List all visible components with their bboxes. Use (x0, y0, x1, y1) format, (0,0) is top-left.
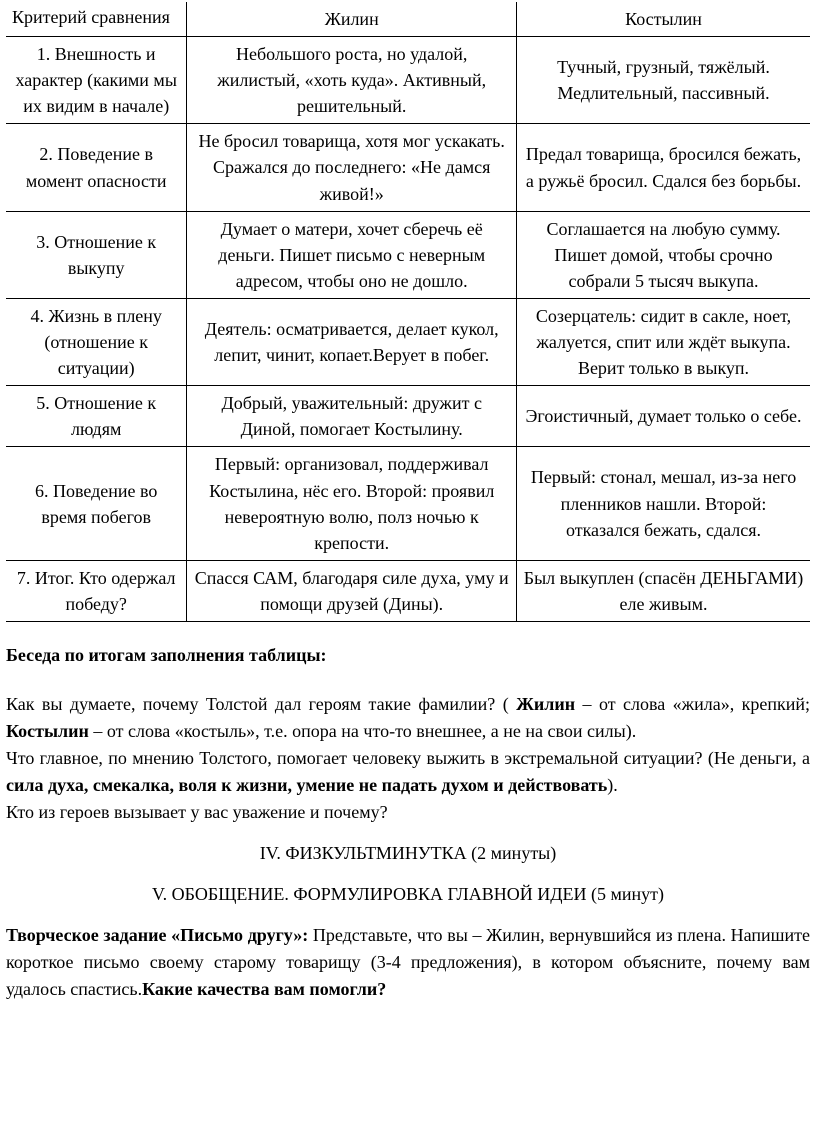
column-header-zhilin: Жилин (187, 2, 517, 37)
question-3: Кто из героев вызывает у вас уважение и почему? (6, 801, 388, 822)
column-header-kostylin: Костылин (517, 2, 810, 37)
discussion-heading: Беседа по итогам заполнения таблицы: (6, 644, 327, 665)
cell-zhilin-3: Думает о матери, хочет сберечь её деньги. Пишет письмо с неверным адресом, чтобы оно не дошло. (187, 211, 517, 298)
creative-task-title: Творческое задание «Письмо другу»: (6, 924, 309, 945)
section-heading-5: V. ОБОБЩЕНИЕ. ФОРМУЛИРОВКА ГЛАВНОЙ ИДЕИ (5 минут) (151, 883, 665, 904)
question-2-bold: сила духа, смекалка, воля к жизни, умение не падать духом и действовать (6, 774, 608, 795)
cell-zhilin-1: Небольшого роста, но удалой, жилистый, «хоть куда». Активный, решительный. (187, 37, 517, 124)
cell-kostylin-3: Соглашается на любую сумму. Пишет домой, чтобы срочно собрали 5 тысяч выкупа. (517, 211, 810, 298)
cell-criterion-4: 4. Жизнь в плену (отношение к ситуации) (6, 298, 187, 385)
comparison-table (6, 2, 810, 622)
question-2 (6, 745, 810, 799)
creative-task-question: Какие качества вам помогли? (142, 978, 387, 999)
cell-criterion-7: 7. Итог. Кто одержал победу? (6, 560, 187, 621)
table-row (6, 124, 810, 211)
table-row (6, 447, 810, 560)
cell-kostylin-7: Был выкуплен (спасён ДЕНЬГАМИ) еле живым. (517, 560, 810, 621)
section-heading-4: IV. ФИЗКУЛЬТМИНУТКА (2 минуты) (259, 842, 557, 863)
cell-kostylin-6: Первый: стонал, мешал, из-за него пленников нашли. Второй: отказался бежать, сдался. (517, 447, 810, 560)
table-row (6, 560, 810, 621)
cell-criterion-6: 6. Поведение во время побегов (6, 447, 187, 560)
cell-criterion-2: 2. Поведение в момент опасности (6, 124, 187, 211)
table-row (6, 298, 810, 385)
zhilin-name-bold: Жилин (516, 693, 576, 714)
table-row (6, 211, 810, 298)
cell-zhilin-6: Первый: организовал, поддерживал Костылина, нёс его. Второй: проявил невероятную волю, полз ночью к крепости. (187, 447, 517, 560)
table-row (6, 386, 810, 447)
creative-task-text: Представьте, что вы – Жилин, вернувшийся из плена. Напишите короткое письмо своему старому товарищу (3-4 предложения), в котором объясните, почему вам удалось спастись. (6, 924, 810, 999)
cell-kostylin-4: Созерцатель: сидит в сакле, ноет, жалуется, спит или ждёт выкупа. Верит только в выкуп. (517, 298, 810, 385)
cell-kostylin-5: Эгоистичный, думает только о себе. (517, 386, 810, 447)
cell-kostylin-2: Предал товарища, бросился бежать, а ружьё бросил. Сдался без борьбы. (517, 124, 810, 211)
question-1-end: – от слова «костыль», т.е. опора на что-то внешнее, а не на свои силы). (88, 720, 637, 741)
question-1-mid: – от слова «жила», крепкий; (575, 693, 810, 714)
column-header-criterion: Критерий сравнения (6, 2, 187, 37)
cell-zhilin-5: Добрый, уважительный: дружит с Диной, помогает Костылину. (187, 386, 517, 447)
cell-zhilin-4: Деятель: осматривается, делает кукол, лепит, чинит, копает.Верует в побег. (187, 298, 517, 385)
question-2-pre: Что главное, по мнению Толстого, помогает человеку выжить в экстремальной ситуации? (Не деньги, а (6, 747, 810, 768)
cell-criterion-1: 1. Внешность и характер (какими мы их видим в начале) (6, 37, 187, 124)
table-header-row (6, 2, 810, 37)
table-row (6, 37, 810, 124)
kostylin-name-bold: Костылин (6, 720, 89, 741)
question-1 (6, 691, 810, 745)
cell-criterion-3: 3. Отношение к выкупу (6, 211, 187, 298)
cell-kostylin-1: Тучный, грузный, тяжёлый. Медлительный, пассивный. (517, 37, 810, 124)
cell-zhilin-7: Спасся САМ, благодаря силе духа, уму и помощи друзей (Дины). (187, 560, 517, 621)
question-1-pre: Как вы думаете, почему Толстой дал героям такие фамилии? ( (6, 693, 517, 714)
creative-task-paragraph (6, 922, 810, 1003)
cell-zhilin-2: Не бросил товарища, хотя мог ускакать. Сражался до последнего: «Не дамся живой!» (187, 124, 517, 211)
document-body (6, 642, 810, 1003)
cell-criterion-5: 5. Отношение к людям (6, 386, 187, 447)
question-2-post: ). (607, 774, 618, 795)
